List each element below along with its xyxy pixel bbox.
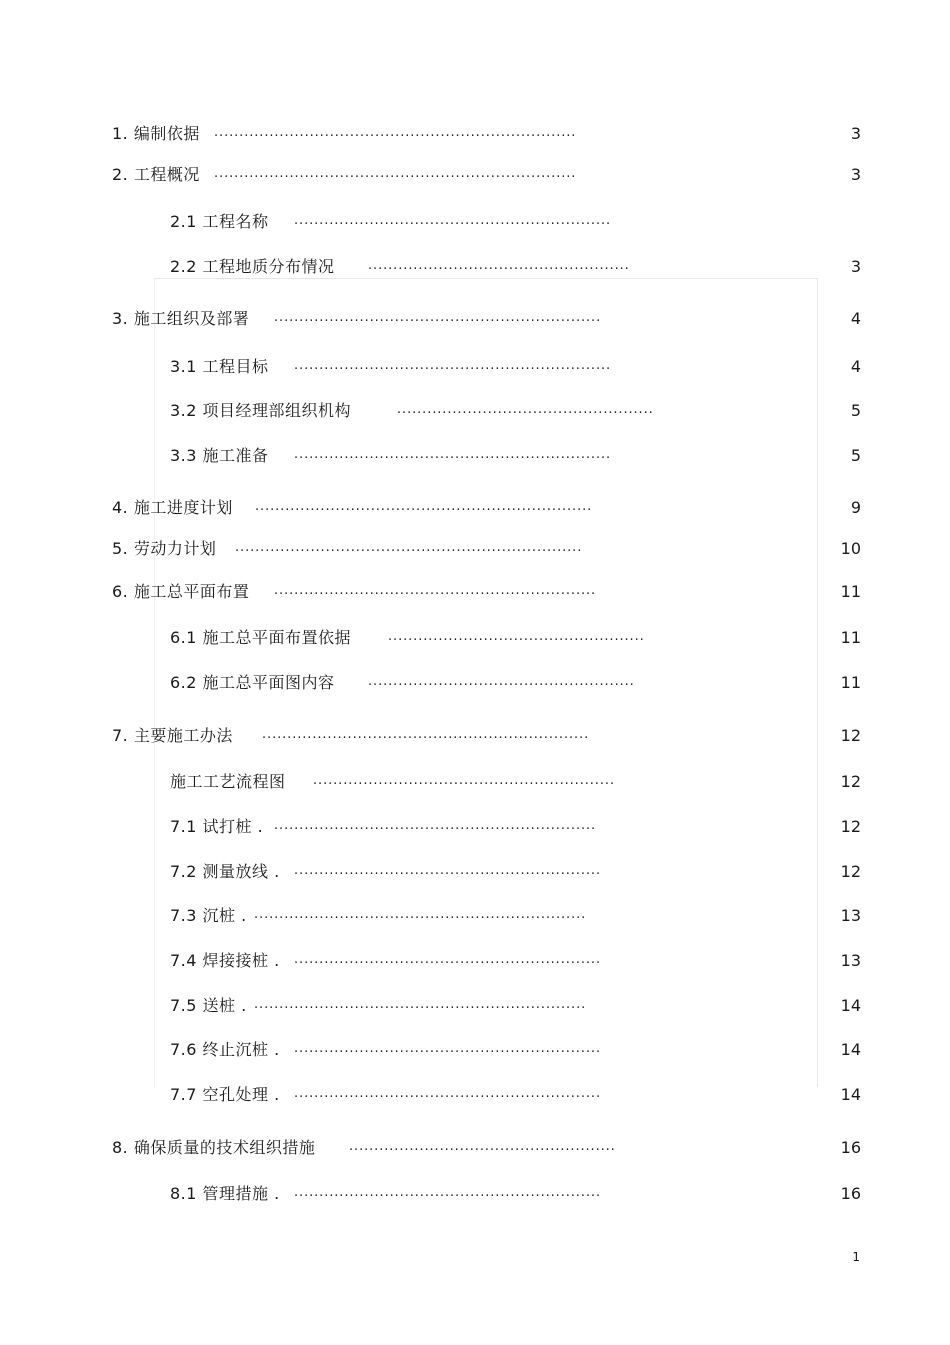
toc-row-3-3[interactable] <box>0 444 950 468</box>
toc-dots: .................................................... <box>368 258 630 273</box>
toc-label: 7.1 试打桩 . <box>170 817 264 836</box>
toc-label: 3.2 项目经理部组织机构 <box>170 401 352 420</box>
toc-dots: ........................................................................ <box>214 166 577 181</box>
toc-dots: ............................................................. <box>294 1041 601 1056</box>
toc-row-7-5[interactable] <box>0 994 950 1018</box>
toc-row-7-1[interactable] <box>0 815 950 839</box>
toc-dots: ..................................................................... <box>235 540 583 555</box>
toc-page-number: 5 <box>850 401 861 420</box>
toc-dots: ..................................................... <box>368 674 635 689</box>
toc-page-number: 12 <box>840 772 861 791</box>
toc-dots: ................................................... <box>397 402 654 417</box>
toc-row-7-2[interactable] <box>0 860 950 884</box>
toc-row-8-1[interactable] <box>0 1182 950 1206</box>
toc-row-3-2[interactable] <box>0 399 950 423</box>
toc-label: 8. 确保质量的技术组织措施 <box>112 1138 316 1157</box>
toc-page-number: 14 <box>840 1085 861 1104</box>
toc-row-2[interactable] <box>0 163 950 187</box>
toc-row-7-3[interactable] <box>0 904 950 928</box>
toc-row-6-2[interactable] <box>0 671 950 695</box>
toc-label: 7.6 终止沉桩 . <box>170 1040 280 1059</box>
toc-dots: ........................................................................ <box>214 125 577 140</box>
toc-page-number: 3 <box>850 165 861 184</box>
toc-label: 3.1 工程目标 <box>170 357 269 376</box>
toc-label: 8.1 管理措施 . <box>170 1184 280 1203</box>
toc-dots: .................................................................. <box>254 997 587 1012</box>
toc-dots: ............................................................... <box>294 213 612 228</box>
toc-dots: .................................................................. <box>254 907 587 922</box>
page-number: 1 <box>852 1250 860 1264</box>
toc-label: 施工工艺流程图 <box>170 772 286 791</box>
toc-page-number: 12 <box>840 862 861 881</box>
toc-label: 2.2 工程地质分布情况 <box>170 257 335 276</box>
toc-dots: ................................................................ <box>274 818 597 833</box>
toc-row-2-2[interactable] <box>0 255 950 279</box>
toc-page-number: 14 <box>840 996 861 1015</box>
toc-row-7-7[interactable] <box>0 1083 950 1107</box>
toc-page-number: 5 <box>850 446 861 465</box>
toc-page-number: 10 <box>840 539 861 558</box>
toc-row-5[interactable] <box>0 537 950 561</box>
toc-row-7-6[interactable] <box>0 1038 950 1062</box>
toc-row-3[interactable] <box>0 307 950 331</box>
toc-label: 7.2 测量放线 . <box>170 862 280 881</box>
toc-dots: ............................................................. <box>294 863 601 878</box>
toc-page-number: 13 <box>840 951 861 970</box>
toc-page-number: 12 <box>840 726 861 745</box>
toc-row-7[interactable] <box>0 724 950 748</box>
toc-label: 2.1 工程名称 <box>170 212 269 231</box>
toc-label: 3. 施工组织及部署 <box>112 309 250 328</box>
toc-dots: ............................................................ <box>313 773 615 788</box>
toc-row-7-flow[interactable] <box>0 770 950 794</box>
toc-page-number: 16 <box>840 1184 861 1203</box>
toc-dots: ............................................................... <box>294 447 612 462</box>
toc-row-8[interactable] <box>0 1136 950 1160</box>
toc-label: 5. 劳动力计划 <box>112 539 217 558</box>
toc-page-number: 16 <box>840 1138 861 1157</box>
toc-row-7-4[interactable] <box>0 949 950 973</box>
toc-dots: ................................................................. <box>262 727 590 742</box>
toc-label: 6. 施工总平面布置 <box>112 582 250 601</box>
toc-dots: ................................................................... <box>255 499 593 514</box>
toc-label: 6.1 施工总平面布置依据 <box>170 628 352 647</box>
toc-row-2-1[interactable] <box>0 210 950 234</box>
toc-dots: ................................................... <box>388 629 645 644</box>
toc-label: 6.2 施工总平面图内容 <box>170 673 335 692</box>
toc-label: 7.4 焊接接桩 . <box>170 951 280 970</box>
toc-label: 7.5 送桩 . <box>170 996 247 1015</box>
toc-page-number: 13 <box>840 906 861 925</box>
toc-page-number: 4 <box>850 357 861 376</box>
toc-row-3-1[interactable] <box>0 355 950 379</box>
toc-row-6-1[interactable] <box>0 626 950 650</box>
toc-page-number: 14 <box>840 1040 861 1059</box>
toc-row-6[interactable] <box>0 580 950 604</box>
toc-label: 3.3 施工准备 <box>170 446 269 465</box>
toc-row-4[interactable] <box>0 496 950 520</box>
toc-label: 7.3 沉桩 . <box>170 906 247 925</box>
toc-dots: ................................................................ <box>274 583 597 598</box>
toc-page-number: 12 <box>840 817 861 836</box>
toc-dots: ............................................................. <box>294 1086 601 1101</box>
toc-dots: ................................................................. <box>274 310 602 325</box>
toc-dots: ..................................................... <box>349 1139 616 1154</box>
toc-dots: ............................................................. <box>294 952 601 967</box>
toc-page-number: 11 <box>840 673 861 692</box>
toc-label: 4. 施工进度计划 <box>112 498 233 517</box>
toc-page-number: 4 <box>850 309 861 328</box>
toc-label: 7.7 空孔处理 . <box>170 1085 280 1104</box>
toc-page-number: 11 <box>840 582 861 601</box>
toc-page-number: 11 <box>840 628 861 647</box>
toc-row-1[interactable] <box>0 122 950 146</box>
toc-page-number: 3 <box>850 124 861 143</box>
toc-dots: ............................................................... <box>294 358 612 373</box>
toc-page-number: 3 <box>850 257 861 276</box>
toc-label: 1. 编制依据 <box>112 124 200 143</box>
toc-label: 7. 主要施工办法 <box>112 726 233 745</box>
toc-label: 2. 工程概况 <box>112 165 200 184</box>
toc-page-number: 9 <box>850 498 861 517</box>
toc-dots: ............................................................. <box>294 1185 601 1200</box>
